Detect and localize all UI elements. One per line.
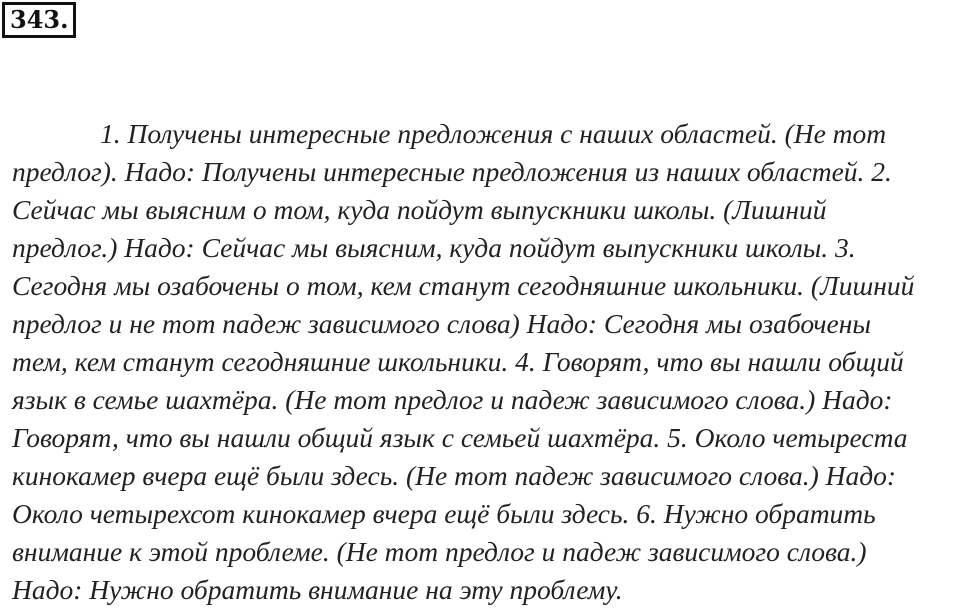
answer-line: Надо: Нужно обратить внимание на эту проблему.: [12, 574, 623, 605]
answer-paragraph: [12, 115, 954, 609]
answer-line: Сейчас мы выясним о том, куда пойдут выпускники школы. (Лишний: [12, 194, 827, 225]
answer-line: язык в семье шахтёра. (Не тот предлог и падеж зависимого слова.) Надо:: [12, 384, 893, 415]
answer-line: предлог и не тот падеж зависимого слова) Надо: Сегодня мы озабочены: [12, 308, 871, 339]
answer-line: Сегодня мы озабочены о том, кем станут сегодняшние школьники. (Лишний: [12, 270, 915, 301]
answer-line: предлог.) Надо: Сейчас мы выясним, куда пойдут выпускники школы. 3.: [12, 232, 856, 263]
answer-line: 1. Получены интересные предложения с наших областей. (Не тот: [100, 118, 887, 149]
answer-line: Говорят, что вы нашли общий язык с семьей шахтёра. 5. Около четыреста: [12, 422, 908, 453]
answer-line: Около четырехсот кинокамер вчера ещё были здесь. 6. Нужно обратить: [12, 498, 876, 529]
answer-line: предлог). Надо: Получены интересные предложения из наших областей. 2.: [12, 156, 892, 187]
answer-line: тем, кем станут сегодняшние школьники. 4. Говорят, что вы нашли общий: [12, 346, 904, 377]
answer-line: кинокамер вчера ещё были здесь. (Не тот падеж зависимого слова.) Надо:: [12, 460, 897, 491]
exercise-number-badge: 343.: [2, 2, 76, 38]
answer-line: внимание к этой проблеме. (Не тот предлог и падеж зависимого слова.): [12, 536, 867, 567]
